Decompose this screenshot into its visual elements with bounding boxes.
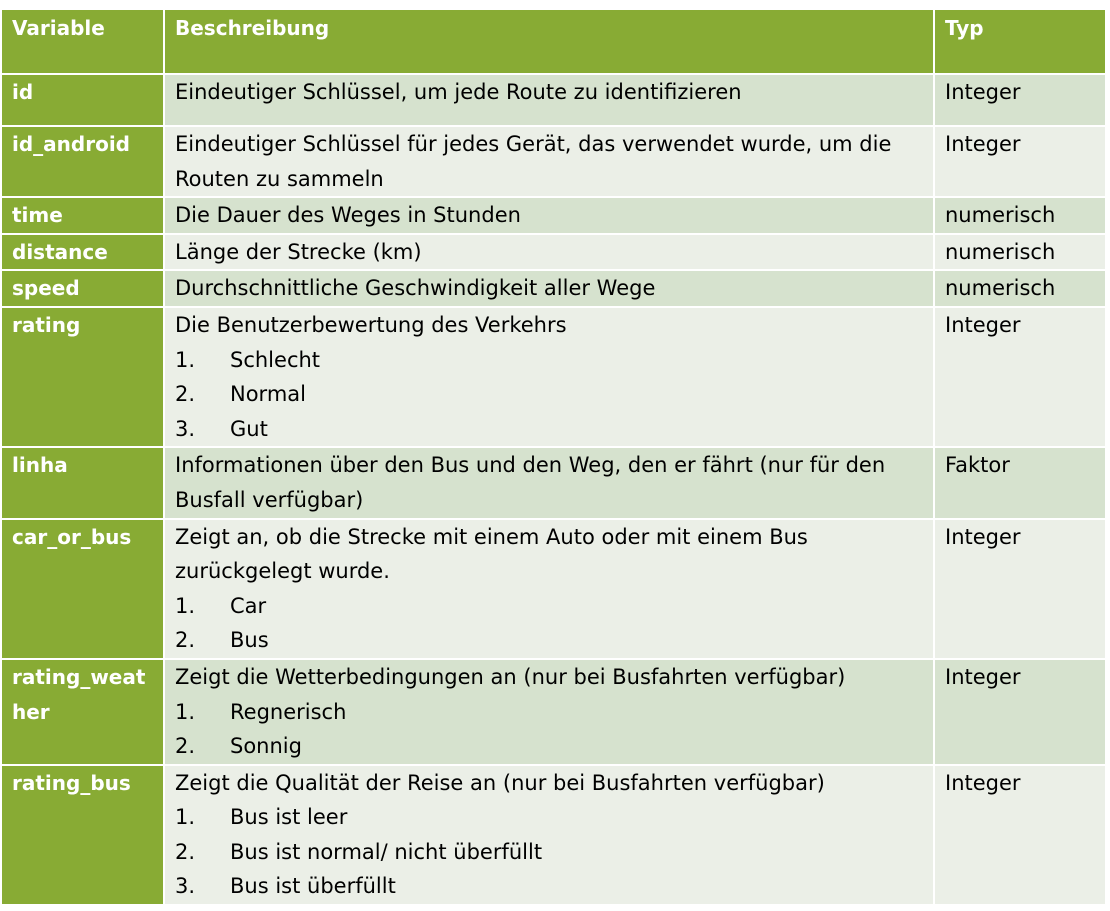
description-text: Eindeutiger Schlüssel, um jede Route zu identifizieren xyxy=(175,80,742,104)
list-item-text: Sonnig xyxy=(230,734,302,759)
description-cell xyxy=(164,270,934,307)
type-cell: numerisch xyxy=(934,234,1106,271)
header-row xyxy=(1,9,1106,74)
variable-cell: rating_bus xyxy=(1,765,164,905)
description-text: Zeigt die Wetterbedingungen an (nur bei Busfahrten verfügbar) xyxy=(175,664,846,689)
list-item-text: Car xyxy=(230,593,267,618)
list-item-number: 3. xyxy=(175,416,196,441)
variable-cell: id_android xyxy=(1,126,164,197)
list-item xyxy=(175,869,923,904)
list-item-number: 2. xyxy=(175,382,196,407)
list-item xyxy=(175,695,923,730)
list-item xyxy=(175,412,923,447)
variable-cell: time xyxy=(1,197,164,234)
list-item xyxy=(175,589,923,624)
variable-cell: linha xyxy=(1,447,164,518)
description-cell xyxy=(164,197,934,234)
description-text: Zeigt die Qualität der Reise an (nur bei Busfahrten verfügbar) xyxy=(175,770,825,795)
list-item xyxy=(175,835,923,870)
list-item-text: Regnerisch xyxy=(230,699,347,724)
list-item xyxy=(175,729,923,764)
description-cell xyxy=(164,659,934,765)
type-cell: Integer xyxy=(934,126,1106,197)
variable-cell: car_or_bus xyxy=(1,519,164,659)
type-cell: Integer xyxy=(934,74,1106,126)
table-row xyxy=(1,519,1106,659)
list-item-number: 3. xyxy=(175,874,196,899)
table-row xyxy=(1,765,1106,905)
list-item-number: 1. xyxy=(175,805,196,830)
list-item-text: Normal xyxy=(230,382,306,407)
table-row xyxy=(1,659,1106,765)
description-cell xyxy=(164,519,934,659)
type-cell: Integer xyxy=(934,307,1106,447)
list-item xyxy=(175,623,923,658)
type-cell: Integer xyxy=(934,519,1106,659)
table-row xyxy=(1,270,1106,307)
table-row xyxy=(1,74,1106,126)
description-cell xyxy=(164,234,934,271)
table-row xyxy=(1,234,1106,271)
list-item-number: 2. xyxy=(175,628,196,653)
type-cell: Integer xyxy=(934,765,1106,905)
variable-cell: rating_weather xyxy=(1,659,164,765)
list-item-number: 1. xyxy=(175,347,196,372)
header-type: Typ xyxy=(934,9,1106,74)
list-item-number: 2. xyxy=(175,734,196,759)
table-row xyxy=(1,197,1106,234)
description-text: Die Dauer des Weges in Stunden xyxy=(175,203,521,228)
variable-cell: distance xyxy=(1,234,164,271)
variable-cell: id xyxy=(1,74,164,126)
type-cell: numerisch xyxy=(934,197,1106,234)
description-cell xyxy=(164,307,934,447)
description-cell xyxy=(164,447,934,518)
description-text: Eindeutiger Schlüssel für jedes Gerät, das verwendet wurde, um die Routen zu sammeln xyxy=(175,132,892,191)
list-item-number: 1. xyxy=(175,593,196,618)
list-item-text: Bus ist überfüllt xyxy=(230,874,396,899)
table-row xyxy=(1,447,1106,518)
list-item-text: Bus xyxy=(230,628,269,653)
table-row xyxy=(1,307,1106,447)
list-item xyxy=(175,343,923,378)
description-text: Länge der Strecke (km) xyxy=(175,239,422,264)
list-item-text: Gut xyxy=(230,416,268,441)
description-cell xyxy=(164,126,934,197)
header-description: Beschreibung xyxy=(164,9,934,74)
type-cell: numerisch xyxy=(934,270,1106,307)
list-item-number: 2. xyxy=(175,839,196,864)
header-variable: Variable xyxy=(1,9,164,74)
list-item-text: Bus ist leer xyxy=(230,805,348,830)
variable-cell: speed xyxy=(1,270,164,307)
list-item-text: Schlecht xyxy=(230,347,321,372)
type-cell: Integer xyxy=(934,659,1106,765)
description-cell xyxy=(164,765,934,905)
description-text: Informationen über den Bus und den Weg, den er fährt (nur für den Busfall verfügbar) xyxy=(175,453,886,512)
description-cell xyxy=(164,74,934,126)
description-text: Durchschnittliche Geschwindigkeit aller Wege xyxy=(175,276,656,301)
list-item xyxy=(175,800,923,835)
list-item-number: 1. xyxy=(175,699,196,724)
variable-cell: rating xyxy=(1,307,164,447)
description-text: Zeigt an, ob die Strecke mit einem Auto oder mit einem Bus zurückgelegt wurde. xyxy=(175,524,808,584)
description-text: Die Benutzerbewertung des Verkehrs xyxy=(175,312,567,337)
table-row xyxy=(1,126,1106,197)
list-item-text: Bus ist normal/ nicht überfüllt xyxy=(230,839,543,864)
variables-table xyxy=(0,8,1107,906)
type-cell: Faktor xyxy=(934,447,1106,518)
list-item xyxy=(175,377,923,412)
